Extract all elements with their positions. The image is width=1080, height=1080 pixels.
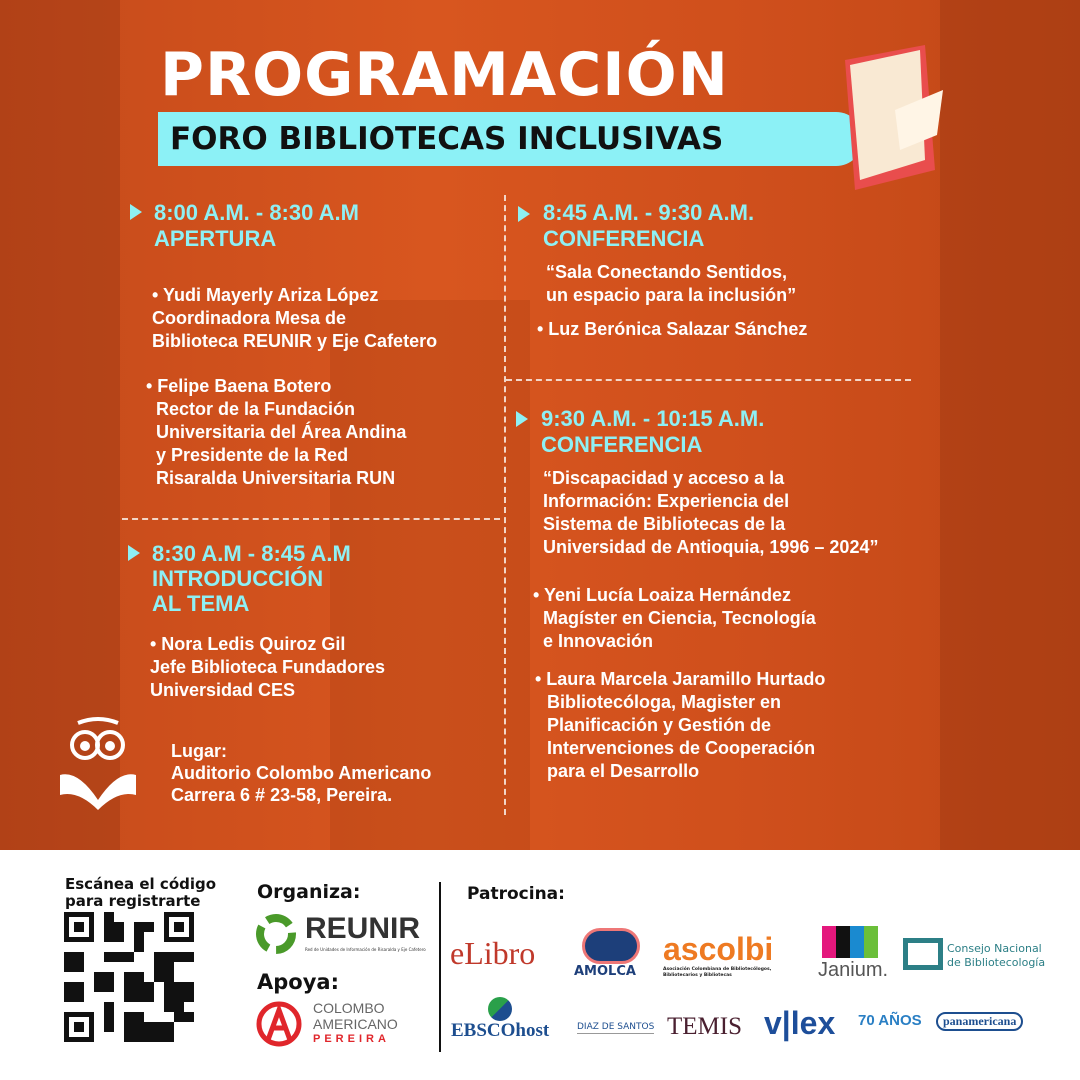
speaker <box>146 375 406 490</box>
bookshelf-right <box>940 0 1080 850</box>
page-title: PROGRAMACIÓN <box>160 40 729 110</box>
speaker-name: • Laura Marcela Jaramillo Hurtado <box>535 669 826 689</box>
qr-label-line: para registrarte <box>65 892 201 910</box>
speaker-name: • Felipe Baena Botero <box>146 376 332 396</box>
logo-text: AMERICANO <box>313 1016 398 1032</box>
speaker <box>535 668 825 783</box>
sponsor-ebscohost: EBSCOhost <box>451 1020 550 1041</box>
session-time: 8:00 A.M. - 8:30 A.M <box>154 200 359 225</box>
talk-title <box>543 467 878 559</box>
talk-title-line: un espacio para la inclusión” <box>546 285 797 305</box>
session-label: INTRODUCCIÓN <box>152 566 324 591</box>
organiza-label: Organiza: <box>257 881 361 903</box>
speaker <box>533 584 816 653</box>
venue-info <box>171 740 431 806</box>
speaker-name: • Luz Berónica Salazar Sánchez <box>537 319 808 339</box>
speaker-role: Biblioteca REUNIR y Eje Cafetero <box>152 331 438 351</box>
sponsor-vlex: v|lex <box>764 1005 836 1041</box>
speaker-role: Planificación y Gestión de <box>547 715 772 735</box>
speaker-role: para el Desarrollo <box>547 761 700 781</box>
sponsor-70-anos: 70 AÑOS <box>858 1012 922 1029</box>
session-label: CONFERENCIA <box>541 432 703 457</box>
speaker-role: Bibliotecóloga, Magister en <box>547 692 782 712</box>
session-time: 9:30 A.M. - 10:15 A.M. <box>541 406 765 431</box>
sponsor-consejo-nacional <box>947 942 1045 970</box>
registration-qr-code[interactable] <box>64 912 194 1042</box>
session-label: APERTURA <box>154 226 277 251</box>
session-block <box>152 541 351 616</box>
speaker-name: • Nora Ledis Quiroz Gil <box>150 634 346 654</box>
session-label: AL TEMA <box>152 591 250 616</box>
logo-text: de Bibliotecología <box>947 956 1046 969</box>
footer-divider <box>439 882 441 1052</box>
reunir-logo: REUNIR <box>305 912 421 945</box>
patrocina-label: Patrocina: <box>467 884 565 904</box>
sponsor-panamericana: panamericana <box>936 1012 1023 1031</box>
colombo-americano-logo-icon <box>254 1000 304 1048</box>
logo-text: Consejo Nacional <box>947 942 1042 955</box>
speaker-role: Jefe Biblioteca Fundadores <box>150 657 386 677</box>
speaker-role: e Innovación <box>543 631 654 651</box>
talk-title-line: “Discapacidad y acceso a la <box>543 468 785 488</box>
speaker-role: Universidad CES <box>150 680 296 700</box>
logo-text: COLOMBO <box>313 1000 385 1016</box>
logo-text: PEREIRA <box>313 1033 390 1045</box>
venue-label: Lugar: <box>171 741 227 761</box>
qr-label-line: Escánea el código <box>65 875 217 893</box>
reunir-subtitle: Red de Unidades de Información de Risaralda y Eje Cafetero <box>305 947 426 952</box>
apoya-label: Apoya: <box>257 970 339 994</box>
session-block <box>541 406 764 458</box>
sponsor-temis: TEMIS <box>667 1013 742 1040</box>
sponsor-diaz-de-santos: DIAZ DE SANTOS <box>577 1022 655 1032</box>
speaker-role: Rector de la Fundación <box>156 399 356 419</box>
venue-address: Carrera 6 # 23-58, Pereira. <box>171 785 393 805</box>
open-book-icon <box>825 40 945 190</box>
sponsor-ascolbi: ascolbi <box>663 931 774 967</box>
sponsor-amolca: AMOLCA <box>574 964 636 979</box>
qr-label <box>65 876 216 910</box>
ebsco-logo-icon <box>488 997 512 1021</box>
talk-title-line: Universidad de Antioquia, 1996 – 2024” <box>543 537 879 557</box>
section-divider <box>506 379 911 381</box>
talk-title-line: “Sala Conectando Sentidos, <box>546 262 788 282</box>
session-block <box>154 200 359 252</box>
session-block <box>543 200 754 252</box>
venue-name: Auditorio Colombo Americano <box>171 763 432 783</box>
sponsor-elibro: eLibro <box>450 935 536 971</box>
talk-title-line: Sistema de Bibliotecas de la <box>543 514 786 534</box>
session-label: CONFERENCIA <box>543 226 705 251</box>
ascolbi-subtitle: Asociación Colombiana de Bibliotecólogos, Bibliotecarios y Bibliotecas <box>663 967 772 978</box>
speaker-name: • Yeni Lucía Loaiza Hernández <box>533 585 792 605</box>
speaker-role: Universitaria del Área Andina <box>156 422 407 442</box>
speaker-role: Magíster en Ciencia, Tecnología <box>543 608 816 628</box>
play-bullet-icon <box>518 206 530 222</box>
sponsor-janium: Janium. <box>818 959 889 981</box>
session-time: 8:45 A.M. - 9:30 A.M. <box>543 200 755 225</box>
cnb-logo-icon <box>903 938 943 970</box>
speaker <box>150 633 385 702</box>
speaker-role: Risaralda Universitaria RUN <box>156 468 396 488</box>
session-time: 8:30 A.M - 8:45 A.M <box>152 541 351 566</box>
speaker <box>152 284 437 353</box>
play-bullet-icon <box>128 545 140 561</box>
play-bullet-icon <box>516 411 528 427</box>
amolca-logo-icon <box>582 928 640 964</box>
reunir-logo-icon <box>253 913 299 955</box>
speaker-role: Coordinadora Mesa de <box>152 308 347 328</box>
speaker-name: • Yudi Mayerly Ariza López <box>152 285 379 305</box>
talk-title-line: Información: Experiencia del <box>543 491 790 511</box>
speaker-role: y Presidente de la Red <box>156 445 349 465</box>
section-divider <box>122 518 500 520</box>
event-subtitle-banner: FORO BIBLIOTECAS INCLUSIVAS <box>158 112 863 166</box>
colombo-americano-logo <box>313 1000 398 1046</box>
owl-library-logo <box>58 715 138 810</box>
talk-title <box>546 261 796 307</box>
speaker-role: Intervenciones de Cooperación <box>547 738 816 758</box>
play-bullet-icon <box>130 204 142 220</box>
column-divider <box>504 195 506 815</box>
janium-logo-icon <box>822 926 878 958</box>
